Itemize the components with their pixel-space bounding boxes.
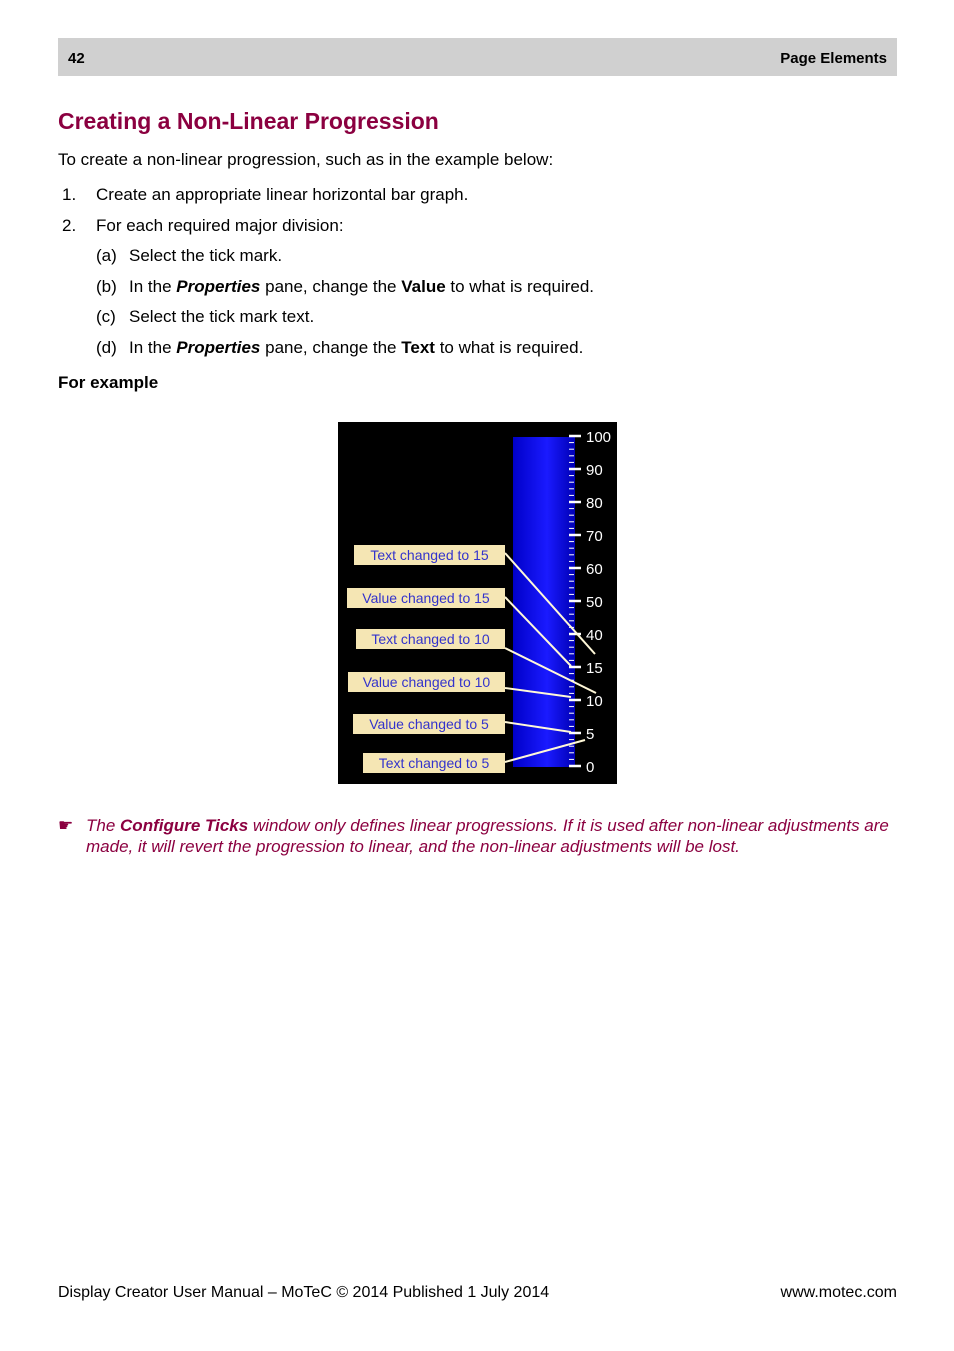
bar-graph-figure	[338, 422, 617, 784]
step-text: Create an appropriate linear horizontal bar graph.	[96, 185, 469, 204]
substep-text	[129, 277, 594, 297]
tick-label: 15	[586, 660, 603, 677]
substep-text: Select the tick mark text.	[129, 307, 315, 326]
page-number: 42	[68, 50, 85, 67]
substep-label: (d)	[96, 338, 117, 357]
note-text	[86, 815, 898, 857]
tick-label: 10	[586, 693, 603, 710]
callouts	[347, 545, 505, 773]
substep-text	[129, 338, 583, 358]
substep-label: (c)	[96, 307, 116, 326]
page-title: Creating a Non-Linear Progression	[58, 108, 439, 134]
section-title: Page Elements	[780, 50, 887, 67]
bar-graph-svg	[338, 422, 617, 784]
tick-label: 60	[586, 561, 603, 578]
step-number: 2.	[62, 216, 77, 235]
substep-label: (a)	[96, 246, 117, 265]
tick-label: 0	[586, 759, 595, 776]
value-term: Value	[401, 277, 446, 296]
page-header	[58, 38, 897, 76]
properties-term: Properties	[176, 277, 261, 296]
text-run: The	[86, 816, 116, 835]
callout-label: Value changed to 15	[362, 590, 490, 606]
configure-ticks-term: Configure Ticks	[120, 816, 249, 835]
pointing-hand-icon: ☛	[58, 816, 74, 835]
substep-label: (b)	[96, 277, 117, 296]
intro-text: To create a non-linear progression, such as in the example below:	[58, 150, 554, 169]
text-run: to what is required.	[450, 277, 595, 296]
step-number: 1.	[62, 185, 77, 204]
tick-label: 5	[586, 726, 595, 743]
tick-label: 40	[586, 627, 603, 644]
tick-labels	[586, 429, 611, 776]
text-term: Text	[401, 338, 435, 357]
callout-label: Value changed to 10	[362, 674, 491, 690]
example-heading: For example	[58, 373, 159, 392]
text-run: to what is required.	[439, 338, 584, 357]
callout-label: Text changed to 5	[378, 755, 490, 771]
footer-url: www.motec.com	[780, 1284, 897, 1301]
tick-label: 80	[586, 495, 603, 512]
text-run: In the	[129, 277, 172, 296]
tick-label: 50	[586, 594, 603, 611]
callout-label: Value changed to 5	[369, 716, 489, 732]
substep-text: Select the tick mark.	[129, 246, 283, 265]
bar-fill	[513, 437, 575, 767]
text-run: pane, change the	[265, 277, 397, 296]
footer-copyright: Display Creator User Manual – MoTeC © 2014 Published 1 July 2014	[58, 1284, 550, 1301]
text-run: window only defines linear progressions. If it is used after non-linear adjustments are made, it will revert the progression to linear, and the non-linear adjustments will be lost.	[86, 816, 889, 856]
tick-label: 90	[586, 462, 603, 479]
text-run: In the	[129, 338, 172, 357]
callout-label: Text changed to 15	[370, 547, 489, 563]
properties-term: Properties	[176, 338, 261, 357]
tick-label: 100	[586, 429, 612, 446]
text-run: pane, change the	[265, 338, 397, 357]
callout-label: Text changed to 10	[371, 631, 490, 647]
step-text: For each required major division:	[96, 216, 344, 235]
tick-label: 70	[586, 528, 603, 545]
